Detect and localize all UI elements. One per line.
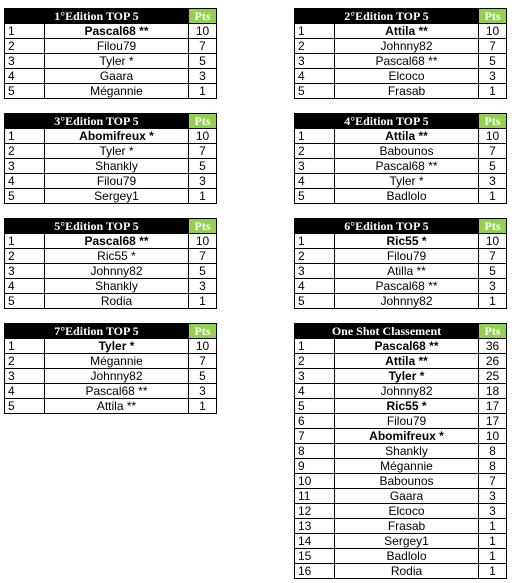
rank-cell: 3 — [5, 54, 45, 69]
table-title: 6°Edition TOP 5 — [295, 219, 479, 234]
points-cell: 18 — [479, 384, 507, 399]
points-cell: 1 — [189, 84, 217, 99]
ranking-table — [4, 218, 217, 309]
points-cell: 17 — [479, 399, 507, 414]
player-name: Ric55 * — [335, 234, 479, 249]
table-row — [295, 129, 507, 144]
table-row — [295, 384, 507, 399]
table-title: 2°Edition TOP 5 — [295, 9, 479, 24]
table-row — [5, 264, 217, 279]
player-name: Ric55 * — [335, 399, 479, 414]
points-cell: 5 — [189, 54, 217, 69]
player-name: Sergey1 — [335, 534, 479, 549]
table-title: 5°Edition TOP 5 — [5, 219, 189, 234]
player-name: Attila ** — [335, 24, 479, 39]
rank-cell: 14 — [295, 534, 335, 549]
points-header: Pts — [479, 114, 507, 129]
table-row — [295, 294, 507, 309]
points-cell: 3 — [479, 489, 507, 504]
rank-cell: 3 — [295, 54, 335, 69]
table-row — [295, 234, 507, 249]
points-cell: 7 — [479, 474, 507, 489]
rank-cell: 1 — [295, 234, 335, 249]
points-cell: 5 — [189, 264, 217, 279]
rank-cell: 5 — [295, 399, 335, 414]
points-cell: 5 — [189, 159, 217, 174]
player-name: Frasab — [335, 519, 479, 534]
player-name: Filou79 — [335, 249, 479, 264]
rank-cell: 1 — [5, 24, 45, 39]
points-cell: 7 — [479, 39, 507, 54]
rank-cell: 2 — [295, 39, 335, 54]
rank-cell: 5 — [5, 294, 45, 309]
table-row — [295, 519, 507, 534]
player-name: Mégannie — [45, 84, 189, 99]
rank-cell: 5 — [295, 189, 335, 204]
rank-cell: 2 — [5, 249, 45, 264]
rank-cell: 7 — [295, 429, 335, 444]
table-row — [295, 189, 507, 204]
points-cell: 3 — [189, 279, 217, 294]
table-row — [5, 384, 217, 399]
points-cell: 1 — [189, 189, 217, 204]
table-row — [5, 279, 217, 294]
points-header: Pts — [479, 324, 507, 339]
table-row — [295, 549, 507, 564]
rank-cell: 16 — [295, 564, 335, 579]
points-cell: 26 — [479, 354, 507, 369]
table-row — [5, 369, 217, 384]
table-row — [295, 489, 507, 504]
player-name: Rodia — [335, 564, 479, 579]
player-name: Johnny82 — [335, 384, 479, 399]
rank-cell: 2 — [295, 354, 335, 369]
points-header: Pts — [189, 324, 217, 339]
points-cell: 8 — [479, 459, 507, 474]
rank-cell: 5 — [5, 189, 45, 204]
player-name: Pascal68 ** — [45, 384, 189, 399]
rank-cell: 6 — [295, 414, 335, 429]
rank-cell: 4 — [295, 279, 335, 294]
rank-cell: 1 — [5, 234, 45, 249]
points-cell: 5 — [479, 54, 507, 69]
rank-cell: 12 — [295, 504, 335, 519]
rank-cell: 5 — [295, 84, 335, 99]
ranking-table — [4, 323, 217, 414]
rank-cell: 11 — [295, 489, 335, 504]
player-name: Mégannie — [335, 459, 479, 474]
points-cell: 3 — [479, 69, 507, 84]
table-row — [5, 144, 217, 159]
rank-cell: 4 — [5, 69, 45, 84]
table-title: One Shot Classement — [295, 324, 479, 339]
table-row — [295, 174, 507, 189]
rank-cell: 9 — [295, 459, 335, 474]
player-name: Abomifreux * — [335, 429, 479, 444]
table-row — [5, 399, 217, 414]
table-row — [295, 504, 507, 519]
player-name: Shankly — [335, 444, 479, 459]
table-row — [295, 69, 507, 84]
points-cell: 7 — [189, 39, 217, 54]
rank-cell: 4 — [295, 384, 335, 399]
table-row — [295, 249, 507, 264]
rank-cell: 2 — [295, 144, 335, 159]
points-cell: 17 — [479, 414, 507, 429]
table-header — [5, 114, 217, 129]
rank-cell: 8 — [295, 444, 335, 459]
player-name: Pascal68 ** — [335, 339, 479, 354]
player-name: Elcoco — [335, 69, 479, 84]
table-row — [5, 189, 217, 204]
points-cell: 25 — [479, 369, 507, 384]
table-row — [295, 144, 507, 159]
points-cell: 1 — [479, 84, 507, 99]
table-row — [295, 54, 507, 69]
table-header — [295, 324, 507, 339]
table-row — [5, 39, 217, 54]
points-cell: 5 — [479, 159, 507, 174]
points-cell: 5 — [479, 264, 507, 279]
player-name: Shankly — [45, 279, 189, 294]
table-row — [295, 354, 507, 369]
rank-cell: 15 — [295, 549, 335, 564]
player-name: Johnny82 — [45, 264, 189, 279]
table-row — [295, 39, 507, 54]
points-header: Pts — [189, 219, 217, 234]
rank-cell: 3 — [5, 264, 45, 279]
points-cell: 7 — [479, 144, 507, 159]
ranking-table — [294, 218, 507, 309]
points-cell: 10 — [189, 339, 217, 354]
table-row — [295, 429, 507, 444]
rank-cell: 2 — [5, 39, 45, 54]
points-cell: 3 — [479, 174, 507, 189]
table-row — [295, 414, 507, 429]
points-cell: 10 — [479, 129, 507, 144]
table-title: 3°Edition TOP 5 — [5, 114, 189, 129]
player-name: Tyler * — [335, 174, 479, 189]
points-cell: 5 — [189, 369, 217, 384]
rank-cell: 3 — [295, 159, 335, 174]
rank-cell: 4 — [5, 279, 45, 294]
table-header — [295, 114, 507, 129]
rank-cell: 13 — [295, 519, 335, 534]
table-row — [295, 399, 507, 414]
player-name: Johnny82 — [45, 369, 189, 384]
points-cell: 1 — [479, 564, 507, 579]
player-name: Badlolo — [335, 549, 479, 564]
player-name: Attila ** — [335, 354, 479, 369]
table-header — [295, 9, 507, 24]
table-row — [295, 444, 507, 459]
player-name: Attila ** — [335, 129, 479, 144]
player-name: Shankly — [45, 159, 189, 174]
player-name: Tyler * — [45, 54, 189, 69]
rank-cell: 2 — [5, 144, 45, 159]
points-cell: 36 — [479, 339, 507, 354]
points-cell: 10 — [479, 429, 507, 444]
rank-cell: 2 — [295, 249, 335, 264]
table-row — [5, 54, 217, 69]
points-cell: 1 — [479, 534, 507, 549]
rank-cell: 4 — [295, 69, 335, 84]
rank-cell: 1 — [5, 339, 45, 354]
table-title: 1°Edition TOP 5 — [5, 9, 189, 24]
table-row — [295, 564, 507, 579]
player-name: Pascal68 ** — [335, 54, 479, 69]
rank-cell: 3 — [295, 264, 335, 279]
points-cell: 3 — [189, 69, 217, 84]
rank-cell: 4 — [295, 174, 335, 189]
points-cell: 1 — [479, 549, 507, 564]
player-name: Babounos — [335, 474, 479, 489]
player-name: Sergey1 — [45, 189, 189, 204]
points-cell: 7 — [189, 249, 217, 264]
rank-cell: 1 — [5, 129, 45, 144]
points-cell: 10 — [189, 129, 217, 144]
ranking-table — [4, 113, 217, 204]
points-cell: 1 — [479, 519, 507, 534]
player-name: Badlolo — [335, 189, 479, 204]
points-cell: 3 — [479, 279, 507, 294]
ranking-table — [294, 8, 507, 99]
points-cell: 1 — [189, 399, 217, 414]
table-row — [5, 159, 217, 174]
points-cell: 3 — [189, 384, 217, 399]
player-name: Johnny82 — [335, 294, 479, 309]
table-header — [5, 324, 217, 339]
table-row — [5, 24, 217, 39]
table-header — [5, 219, 217, 234]
player-name: Filou79 — [45, 174, 189, 189]
player-name: Gaara — [335, 489, 479, 504]
table-row — [295, 369, 507, 384]
table-title: 4°Edition TOP 5 — [295, 114, 479, 129]
player-name: Pascal68 ** — [335, 159, 479, 174]
points-cell: 10 — [189, 24, 217, 39]
player-name: Atilla ** — [335, 264, 479, 279]
table-row — [295, 474, 507, 489]
points-cell: 1 — [189, 294, 217, 309]
rank-cell: 10 — [295, 474, 335, 489]
points-cell: 10 — [479, 234, 507, 249]
points-cell: 7 — [189, 144, 217, 159]
player-name: Pascal68 ** — [45, 234, 189, 249]
points-cell: 3 — [479, 504, 507, 519]
points-cell: 1 — [479, 294, 507, 309]
table-row — [295, 24, 507, 39]
table-row — [295, 264, 507, 279]
points-cell: 10 — [479, 24, 507, 39]
rank-cell: 4 — [5, 384, 45, 399]
points-header: Pts — [189, 9, 217, 24]
rank-cell: 3 — [5, 369, 45, 384]
table-row — [5, 129, 217, 144]
rank-cell: 3 — [295, 369, 335, 384]
player-name: Gaara — [45, 69, 189, 84]
rank-cell: 4 — [5, 174, 45, 189]
points-header: Pts — [479, 9, 507, 24]
points-cell: 7 — [479, 249, 507, 264]
player-name: Pascal68 ** — [45, 24, 189, 39]
table-row — [295, 534, 507, 549]
player-name: Attila ** — [45, 399, 189, 414]
rank-cell: 5 — [5, 84, 45, 99]
table-row — [5, 294, 217, 309]
player-name: Tyler * — [45, 144, 189, 159]
table-title: 7°Edition TOP 5 — [5, 324, 189, 339]
table-row — [5, 354, 217, 369]
points-cell: 8 — [479, 444, 507, 459]
table-row — [5, 339, 217, 354]
rank-cell: 2 — [5, 354, 45, 369]
player-name: Tyler * — [45, 339, 189, 354]
player-name: Abomifreux * — [45, 129, 189, 144]
table-row — [295, 84, 507, 99]
points-header: Pts — [479, 219, 507, 234]
points-cell: 7 — [189, 354, 217, 369]
rank-cell: 1 — [295, 339, 335, 354]
table-header — [295, 219, 507, 234]
table-row — [5, 84, 217, 99]
rank-cell: 1 — [295, 129, 335, 144]
ranking-table — [294, 323, 507, 579]
rank-cell: 5 — [295, 294, 335, 309]
table-row — [295, 459, 507, 474]
table-row — [295, 159, 507, 174]
ranking-table — [4, 8, 217, 99]
player-name: Filou79 — [335, 414, 479, 429]
player-name: Rodia — [45, 294, 189, 309]
table-header — [5, 9, 217, 24]
table-row — [5, 69, 217, 84]
points-cell: 10 — [189, 234, 217, 249]
player-name: Babounos — [335, 144, 479, 159]
table-row — [5, 249, 217, 264]
points-header: Pts — [189, 114, 217, 129]
rank-cell: 1 — [295, 24, 335, 39]
points-cell: 3 — [189, 174, 217, 189]
rank-cell: 5 — [5, 399, 45, 414]
player-name: Elcoco — [335, 504, 479, 519]
player-name: Mégannie — [45, 354, 189, 369]
player-name: Pascal68 ** — [335, 279, 479, 294]
rank-cell: 3 — [5, 159, 45, 174]
player-name: Filou79 — [45, 39, 189, 54]
table-row — [295, 339, 507, 354]
player-name: Johnny82 — [335, 39, 479, 54]
player-name: Ric55 * — [45, 249, 189, 264]
table-row — [5, 174, 217, 189]
player-name: Frasab — [335, 84, 479, 99]
ranking-table — [294, 113, 507, 204]
table-row — [5, 234, 217, 249]
player-name: Tyler * — [335, 369, 479, 384]
points-cell: 1 — [479, 189, 507, 204]
table-row — [295, 279, 507, 294]
